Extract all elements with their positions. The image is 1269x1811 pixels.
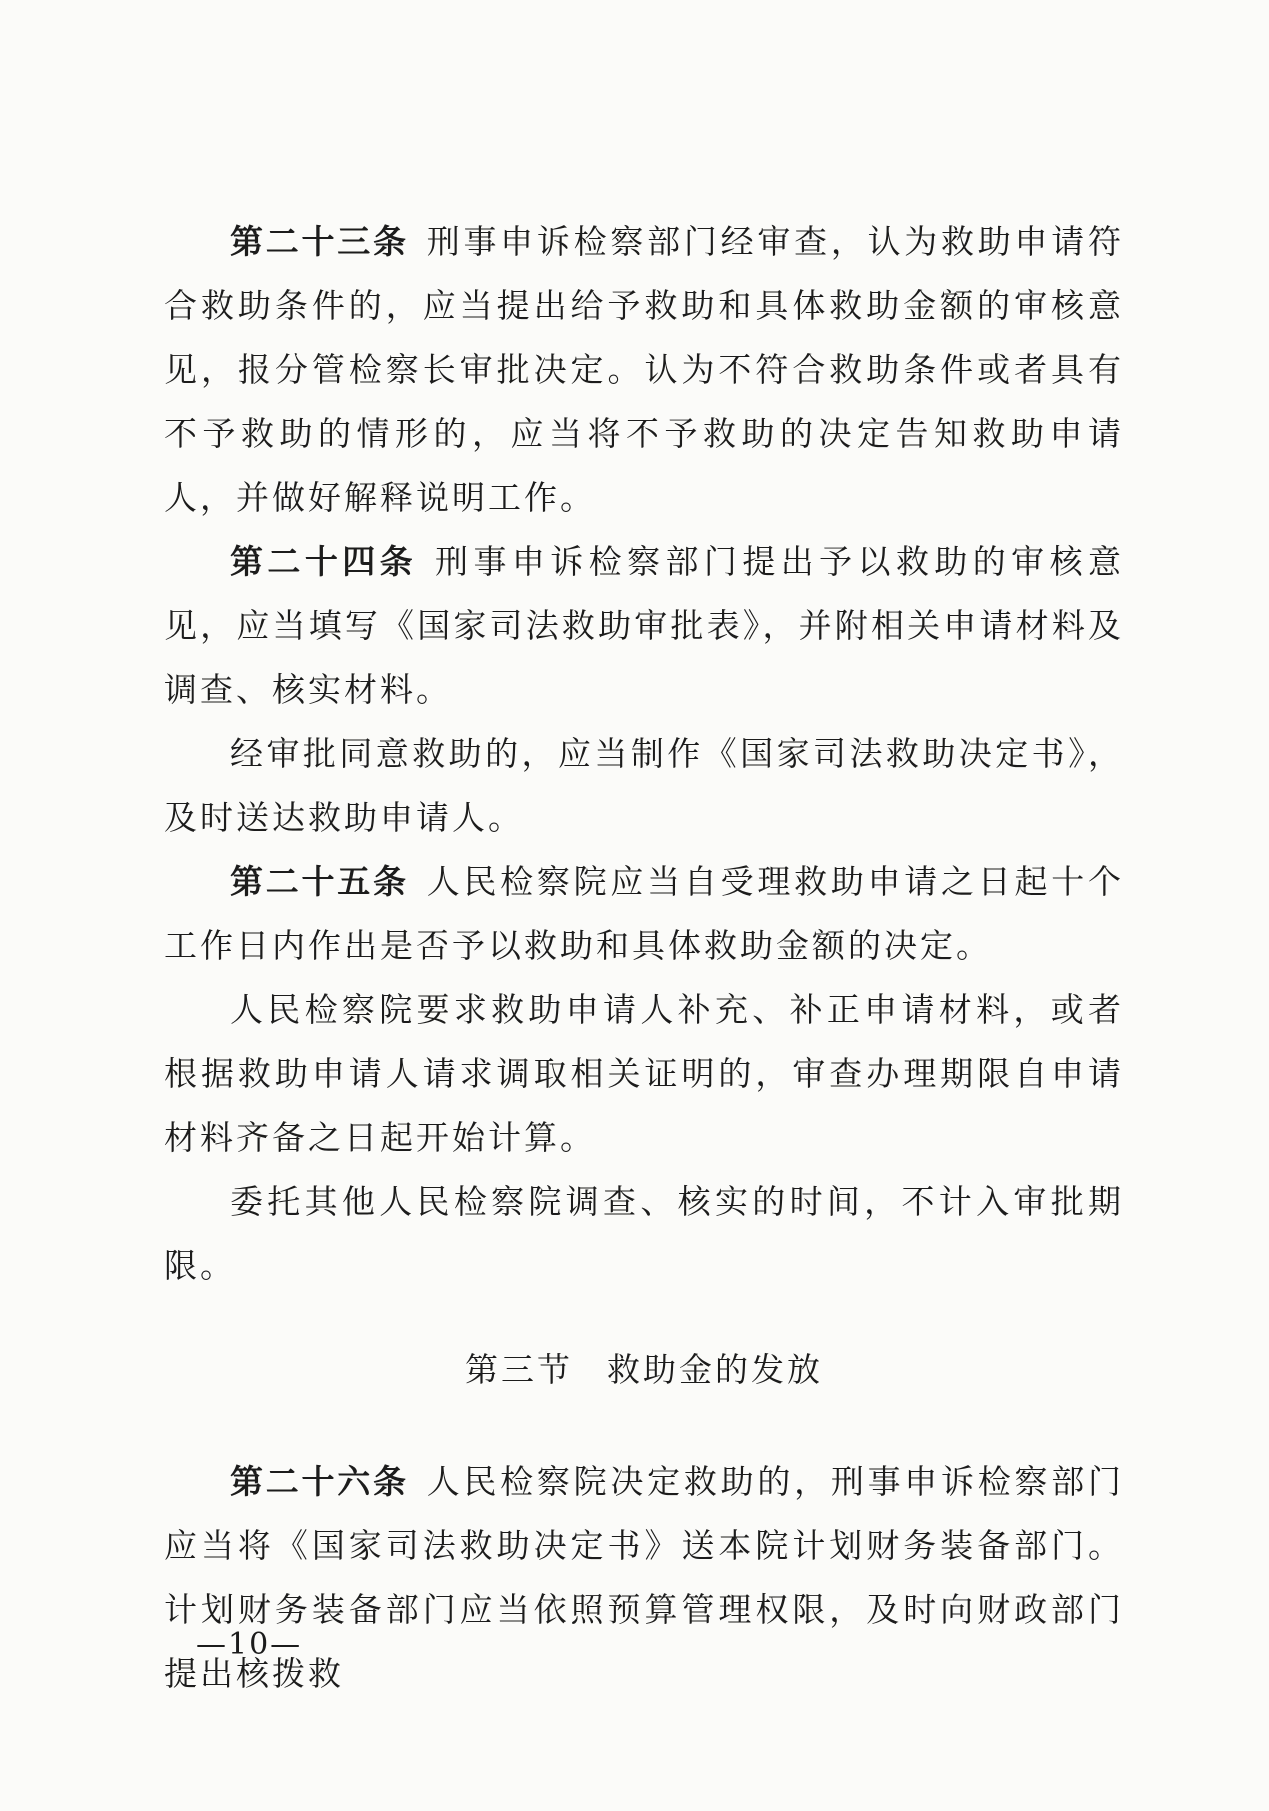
- section-number: 第三节: [465, 1350, 573, 1389]
- article-heading: 第二十五条: [230, 862, 409, 901]
- article-25-paragraph-3: [164, 1170, 1124, 1298]
- article-23: [164, 210, 1124, 530]
- article-heading: 第二十三条: [230, 222, 409, 261]
- article-heading: 第二十四条: [230, 542, 418, 581]
- article-25-paragraph-2: [164, 978, 1124, 1170]
- article-heading: 第二十六条: [230, 1462, 409, 1501]
- article-26: [164, 1450, 1124, 1706]
- article-text: 人民检察院应当自受理救助申请之日起十个工作日内作出是否予以救助和具体救助金额的决定。: [164, 862, 1125, 965]
- paragraph-text: 经审批同意救助的，应当制作《国家司法救助决定书》，及时送达救助申请人。: [164, 734, 1124, 837]
- paragraph-text: 委托其他人民检察院调查、核实的时间，不计入审批期限。: [164, 1182, 1124, 1285]
- article-25: [164, 850, 1124, 978]
- article-24: [164, 530, 1124, 722]
- article-24-paragraph-2: [164, 722, 1124, 850]
- article-text: 刑事申诉检察部门提出予以救助的审核意见，应当填写《国家司法救助审批表》，并附相关申请材料及调查、核实材料。: [164, 542, 1125, 709]
- article-text: 刑事申诉检察部门经审查，认为救助申请符合救助条件的，应当提出给予救助和具体救助金额的审核意见，报分管检察长审批决定。认为不符合救助条件或者具有不予救助的情形的，应当将不予救助的决定告知救助申请人，并做好解释说明工作。: [164, 222, 1125, 517]
- paragraph-text: 人民检察院要求救助申请人补充、补正申请材料，或者根据救助申请人请求调取相关证明的，审查办理期限自申请材料齐备之日起开始计算。: [164, 990, 1124, 1157]
- article-text: 人民检察院决定救助的，刑事申诉检察部门应当将《国家司法救助决定书》送本院计划财务装备部门。计划财务装备部门应当依照预算管理权限，及时向财政部门提出核拨救: [164, 1462, 1125, 1693]
- section-title: [164, 1338, 1124, 1402]
- page-number: —10—: [196, 1627, 303, 1662]
- section-name: 救助金的发放: [607, 1350, 823, 1389]
- document-body: [164, 210, 1124, 1706]
